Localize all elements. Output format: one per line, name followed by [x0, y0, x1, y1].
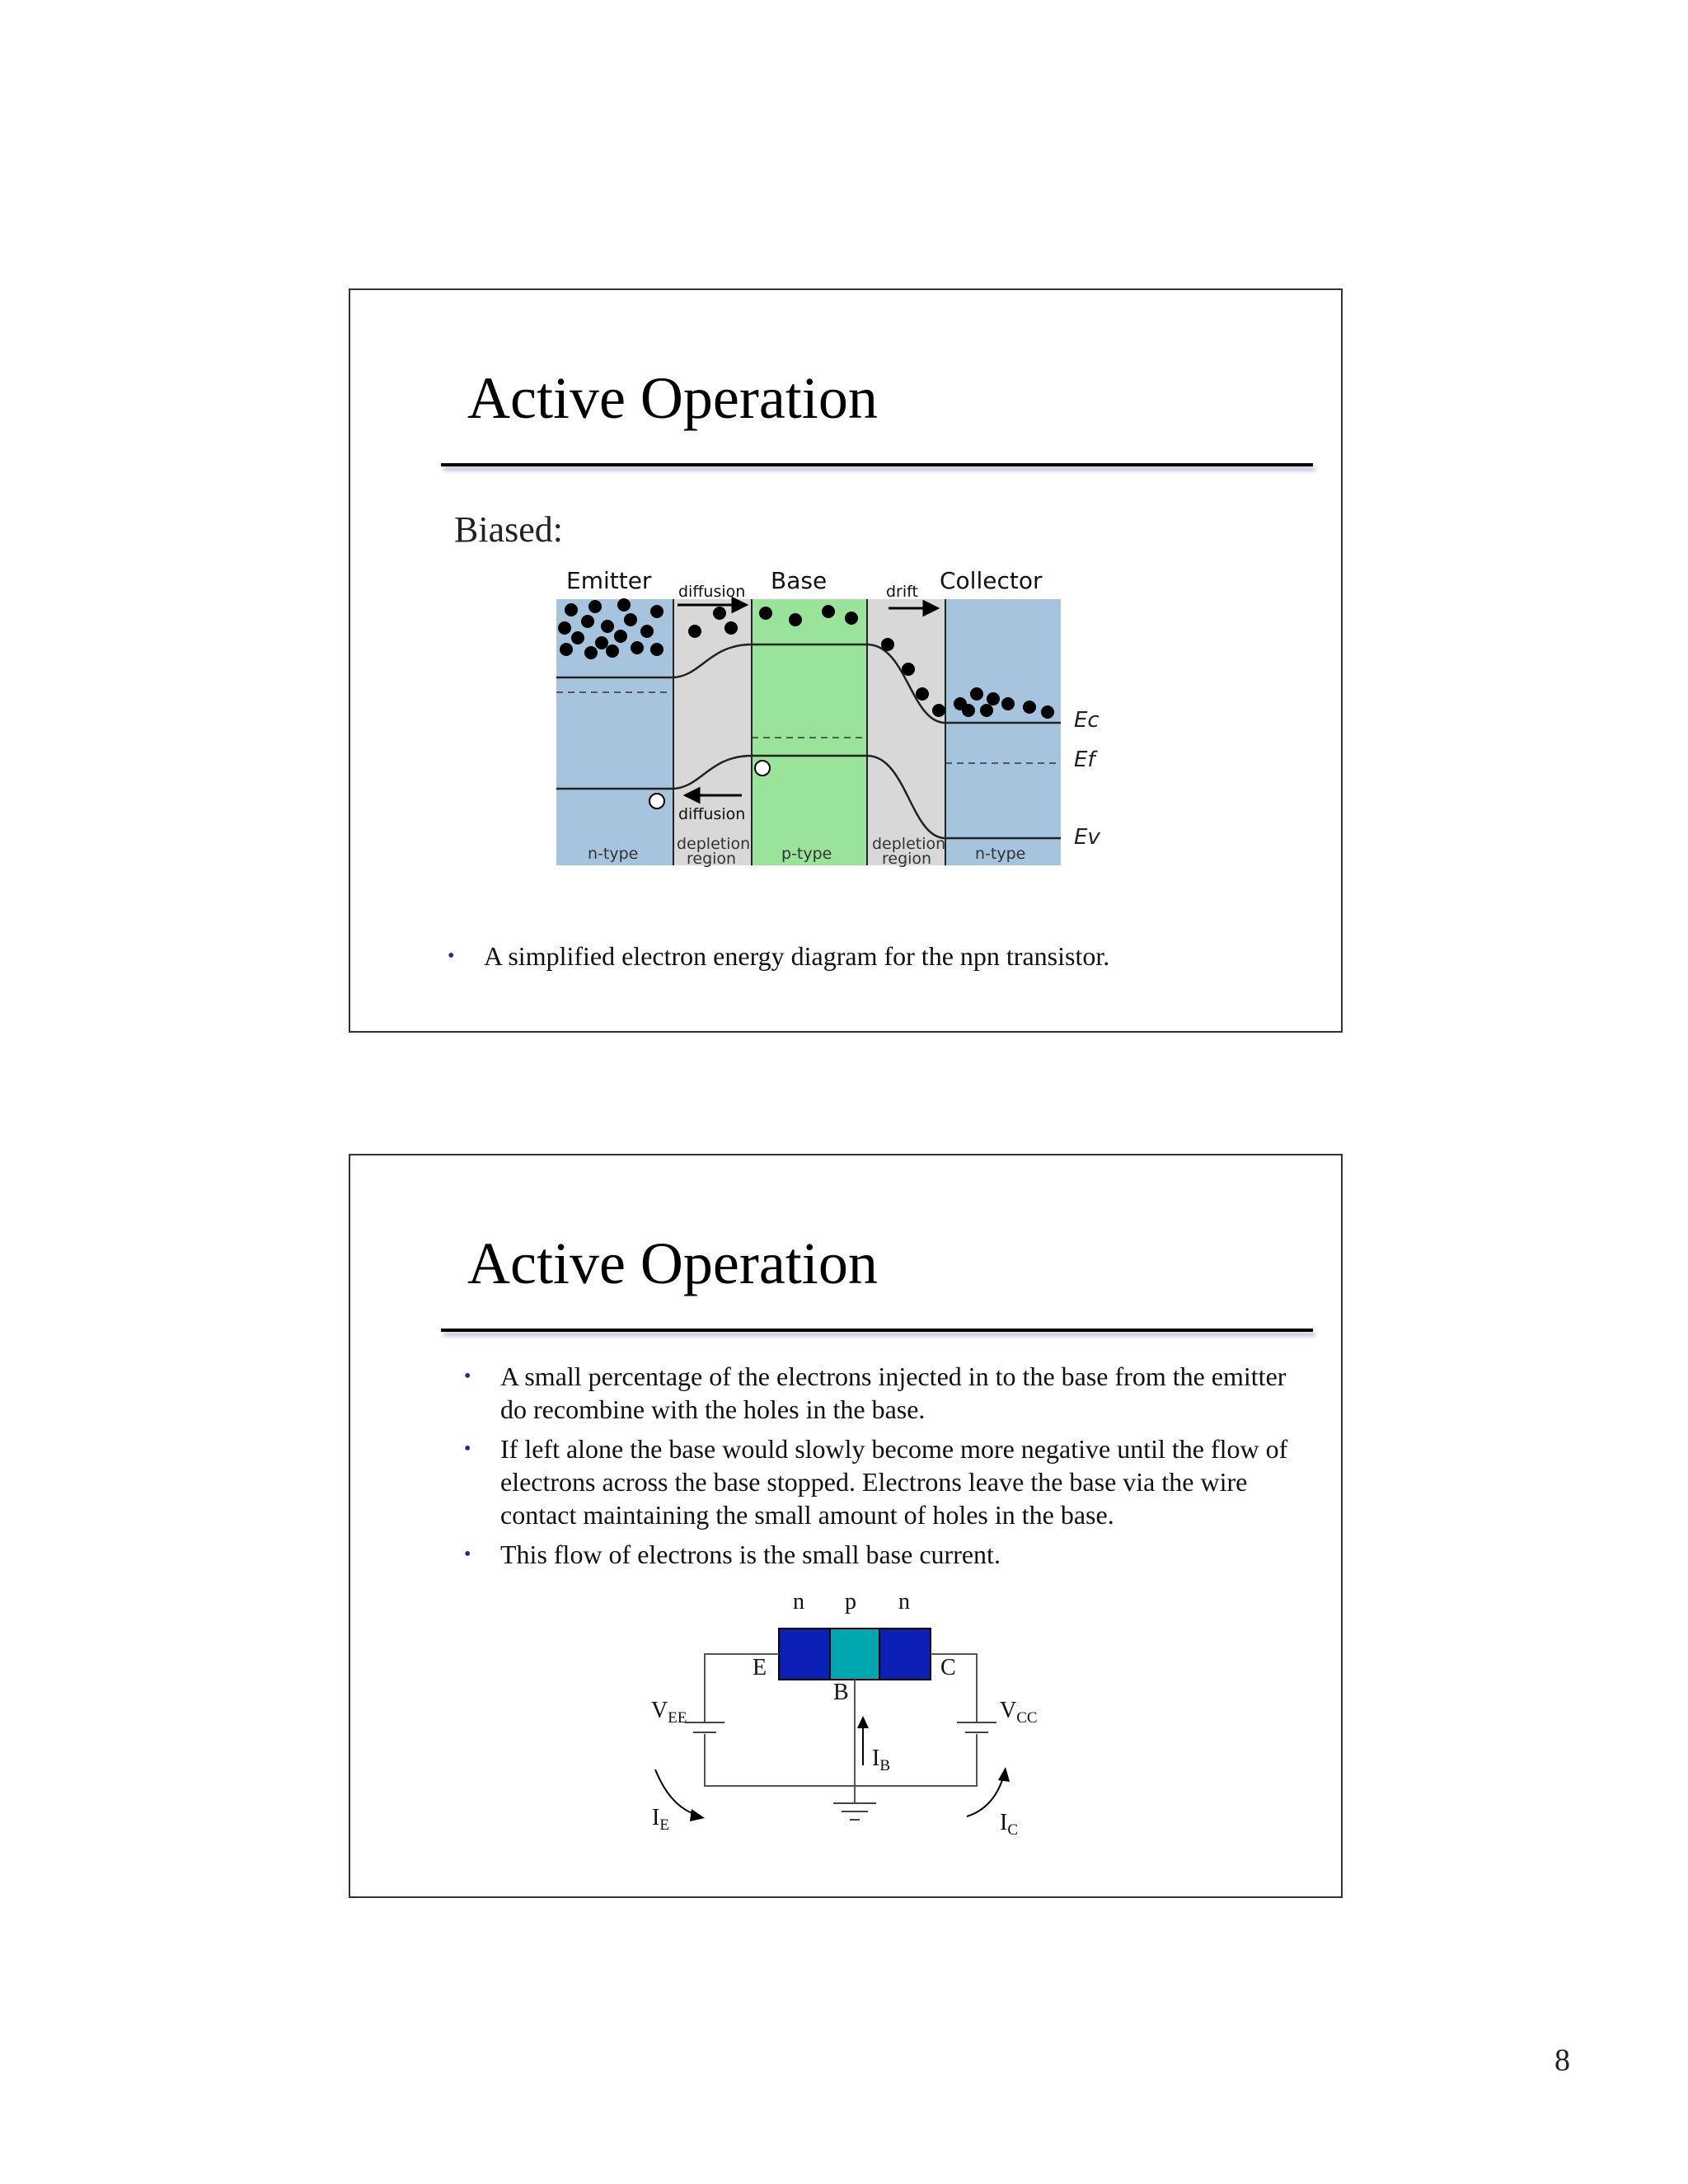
- terminal-label-collector: C: [940, 1655, 956, 1680]
- slide-1: [349, 288, 1343, 1033]
- level-label-ev: Ev: [1074, 825, 1100, 850]
- slide-2: [349, 1154, 1343, 1898]
- emitter-n-region: [779, 1629, 830, 1680]
- title-underline: [441, 1329, 1313, 1332]
- layer-label-n-left: n: [793, 1589, 804, 1615]
- base-region: [752, 599, 867, 865]
- type-label-base: p-type: [781, 845, 832, 863]
- source-label-vcc: $V_{CC}$: [1000, 1698, 1038, 1727]
- slide-subtitle: Biased:: [454, 509, 563, 550]
- bullet-item: • If left alone the base would slowly become more negative until the flow of electrons across the base stopped. Electrons leave the base via the wire contact maintaining the small amount of holes in the base.: [464, 1434, 1288, 1530]
- battery-vee-icon: [685, 1722, 724, 1732]
- title-underline: [441, 463, 1313, 466]
- hole-emitter: [649, 794, 664, 808]
- bullet-dot-icon: •: [464, 1544, 471, 1565]
- arrow-label-diffusion-bottom: diffusion: [678, 805, 746, 823]
- collector-current-arrow-icon: [967, 1778, 1003, 1816]
- level-label-ec: Ec: [1074, 708, 1100, 733]
- bullet-item: • This flow of electrons is the small base current.: [464, 1540, 1001, 1569]
- arrow-label-diffusion-top: diffusion: [678, 583, 746, 601]
- current-label-ic: $I_C$: [1000, 1810, 1019, 1839]
- slide-title: Active Operation: [467, 365, 878, 431]
- level-label-ef: Ef: [1074, 748, 1095, 772]
- depletion-label-right-1: depletion: [872, 835, 946, 853]
- collector-region: [945, 599, 1061, 865]
- region-label-base: Base: [771, 567, 828, 594]
- layer-label-n-right: n: [898, 1589, 910, 1615]
- terminal-label-base: B: [833, 1680, 849, 1705]
- region-label-emitter: Emitter: [566, 567, 652, 594]
- arrow-label-drift: drift: [886, 583, 918, 601]
- transistor-circuit-diagram: [622, 1584, 1051, 1840]
- slide-title: Active Operation: [467, 1230, 878, 1296]
- source-label-vee: $V_{EE}$: [651, 1698, 687, 1727]
- terminal-label-emitter: E: [753, 1655, 767, 1680]
- type-label-emitter: n-type: [588, 845, 639, 863]
- type-label-collector: n-type: [975, 845, 1026, 863]
- region-label-collector: Collector: [940, 567, 1043, 594]
- bullet-dot-icon: •: [464, 1438, 471, 1460]
- depletion-label-left-1: depletion: [677, 835, 751, 853]
- depletion-label-right-2: region: [882, 850, 932, 868]
- bullet-item: • A small percentage of the electrons injected in to the base from the emitter do recombine with the holes in the base.: [464, 1361, 1287, 1424]
- bullet-list: [464, 1360, 1296, 1577]
- bullet-list: [448, 940, 1272, 979]
- layer-label-p: p: [845, 1589, 856, 1615]
- depletion-region-left: [673, 599, 752, 865]
- collector-n-region: [879, 1629, 931, 1680]
- bullet-item: • A simplified electron energy diagram for the npn transistor.: [448, 941, 1110, 971]
- base-p-region: [830, 1629, 879, 1680]
- depletion-region-right: [867, 599, 945, 865]
- battery-vcc-icon: [957, 1722, 996, 1732]
- emitter-current-arrow-icon: [655, 1769, 696, 1815]
- bullet-dot-icon: •: [448, 945, 455, 967]
- ground-icon: [833, 1803, 876, 1820]
- current-label-ib: $I_B$: [872, 1746, 891, 1774]
- hole-base: [755, 761, 770, 776]
- energy-band-diagram: [556, 562, 1117, 912]
- current-label-ie: $I_E$: [652, 1805, 669, 1834]
- bullet-dot-icon: •: [464, 1366, 471, 1387]
- depletion-label-left-2: region: [687, 850, 737, 868]
- page-number: 8: [1554, 2043, 1570, 2078]
